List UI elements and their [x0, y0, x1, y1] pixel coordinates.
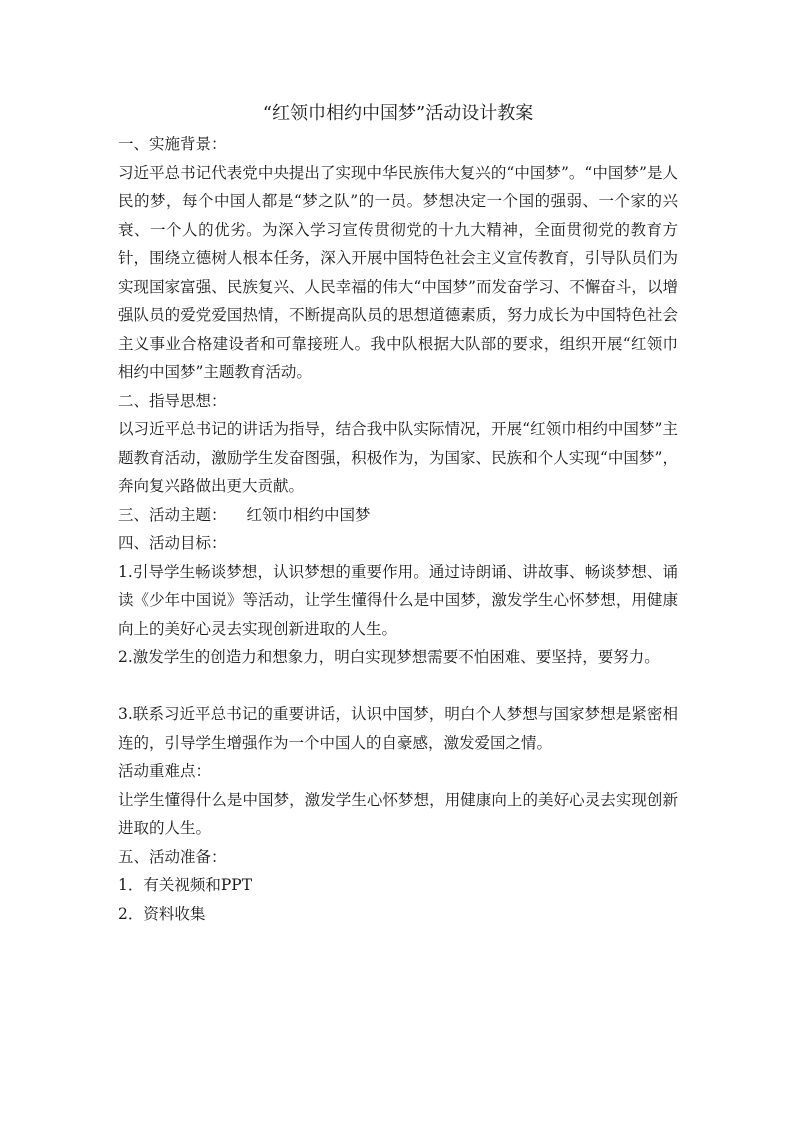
difficulty-paragraph: 让学生懂得什么是中国梦，激发学生心怀梦想，用健康向上的美好心灵去实现创新进取的人生。 — [118, 790, 678, 837]
goal-item-2: 2.激发学生的创造力和想象力，明白实现梦想需要不怕困难、要坚持，要努力。 — [118, 648, 660, 666]
guiding-paragraph: 以习近平总书记的讲话为指导，结合我中队实际情况，开展“红领巾相约中国梦”主题教育活动，激励学生发奋图强，积极作为，为国家、民族和个人实现“中国梦”，奔向复兴路做出更大贡献。 — [118, 420, 678, 495]
section-heading-guiding: 二、指导思想： — [118, 391, 227, 410]
prep-item-1: 1．有关视频和PPT — [118, 876, 253, 894]
prep-item-2: 2．资料收集 — [118, 904, 206, 923]
background-paragraph: 习近平总书记代表党中央提出了实现中华民族伟大复兴的“中国梦”。“中国梦”是人民的梦，每个中国人都是“梦之队”的一员。梦想决定一个国的强弱、一个家的兴衰、一个人的优劣。为深入学习宣传贯彻党的十九大精神，全面贯彻党的教育方针，围绕立德树人根本任务，深入开展中国特色社会主义宣传教育，引导队员们为实现国家富强、民族复兴、人民幸福的伟大“中国梦”而发奋学习、不懈奋斗，以增强队员的爱党爱国热情，不断提高队员的思想道德素质，努力成长为中国特色社会主义事业合格建设者和可靠接班人。我中队根据大队部的要求，组织开展“红领巾相约中国梦”主题教育活动。 — [118, 163, 678, 381]
goal-item-3: 3.联系习近平总书记的重要讲话，认识中国梦，明白个人梦想与国家梦想是紧密相连的，引导学生增强作为一个中国人的自豪感，激发爱国之情。 — [118, 705, 678, 752]
document-title: “红领巾相约中国梦”活动设计教案 — [262, 103, 534, 124]
theme-value: 红领巾相约中国梦 — [246, 505, 371, 524]
section-heading-goals: 四、活动目标： — [118, 534, 227, 552]
blank-line — [118, 672, 678, 701]
document-body — [118, 100, 678, 928]
theme-label: 三、活动主题： — [118, 505, 227, 524]
section-heading-prep: 五、活动准备： — [118, 847, 227, 866]
goal-item-1: 1.引导学生畅谈梦想，认识梦想的重要作用。通过诗朗诵、讲故事、畅谈梦想、诵读《少年中国说》等活动，让学生懂得什么是中国梦，激发学生心怀梦想，用健康向上的美好心灵去实现创新进取的人生。 — [118, 562, 678, 638]
section-heading-difficulty: 活动重难点： — [118, 762, 212, 780]
section-heading-theme — [118, 501, 678, 530]
section-heading-background: 一、实施背景： — [118, 135, 227, 153]
